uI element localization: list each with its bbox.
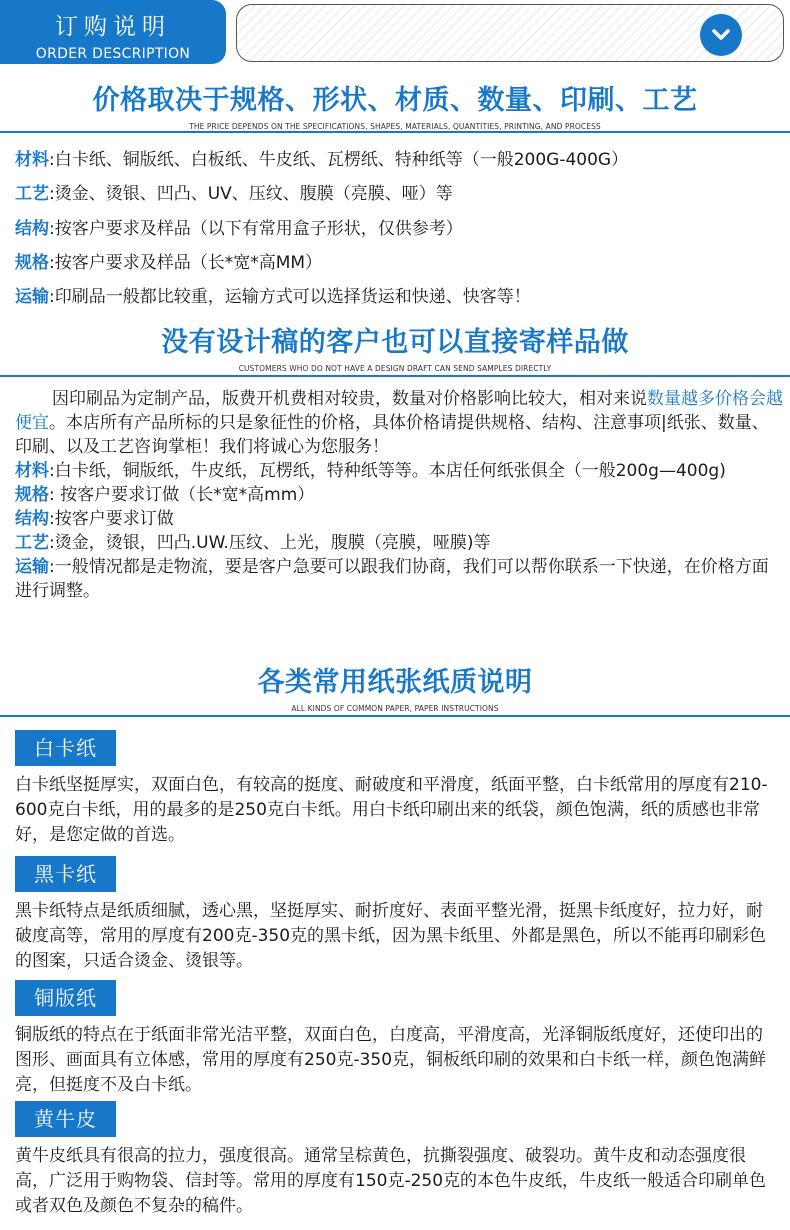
section3-title: 各类常用纸张纸质说明 (257, 667, 533, 698)
spec-label: 工艺 (15, 184, 49, 204)
detail-line-structure (15, 507, 783, 531)
spec-line-size (15, 253, 780, 273)
spec-text: :印刷品一般都比较重，运输方式可以选择货运和快递、快客等！ (49, 287, 531, 307)
paper-tag-black-card: 黑卡纸 (15, 856, 116, 892)
header-subtitle: ORDER DESCRIPTION (35, 46, 191, 62)
section2-subtitle: CUSTOMERS WHO DO NOT HAVE A DESIGN DRAFT CAN SEND SAMPLES DIRECTLY (238, 364, 552, 373)
section3-subtitle: ALL KINDS OF COMMON PAPER, PAPER INSTRUCTIONS (291, 704, 499, 713)
chevron-down-icon (711, 27, 731, 43)
spec-label: 规格 (15, 253, 49, 273)
spec-text: :白卡纸、铜版纸、白板纸、牛皮纸、瓦楞纸、特种纸等（一般200G-400G） (49, 150, 629, 170)
paper-desc-kraft: 黄牛皮纸具有很高的拉力，强度很高。通常呈棕黄色，抗撕裂强度、破裂功。黄牛皮和动态强度很高，广泛用于购物袋、信封等。常用的厚度有150克-250克的本色牛皮纸，牛皮纸一般适合印刷单色或者双色及颜色不复杂的稿件。 (15, 1146, 767, 1216)
spec-line-material (15, 150, 780, 170)
detail-label: 运输 (15, 557, 49, 577)
section3-divider (0, 715, 790, 717)
paper-tag-coated: 铜版纸 (15, 980, 116, 1016)
detail-label: 工艺 (15, 533, 49, 553)
detail-line-size (15, 483, 783, 507)
detail-text: :烫金，烫银，凹凸.UW.压纹、上光，腹膜（亮膜，哑膜)等 (49, 533, 491, 553)
header-tab (0, 0, 226, 64)
section1-subtitle: THE PRICE DEPENDS ON THE SPECIFICATIONS, SHAPES, MATERIALS, QUANTITIES, PRINTING, AND PROCESS (189, 122, 601, 131)
spec-text: :烫金、烫银、凹凸、UV、压纹、腹膜（亮膜、哑）等 (49, 184, 453, 204)
section2-title: 没有设计稿的客户也可以直接寄样品做 (161, 327, 629, 358)
spec-label: 运输 (15, 287, 49, 307)
spec-line-process (15, 184, 780, 204)
section2-heading (0, 320, 790, 373)
spec-text: :按客户要求及样品（长*宽*高MM） (49, 253, 323, 273)
header (0, 0, 790, 70)
detail-label: 规格 (15, 485, 49, 505)
detail-text: :一般情况都是走物流，要是客户急要可以跟我们协商，我们可以帮你联系一下快递，在价格方面进行调整。 (15, 557, 769, 601)
detail-text: :按客户要求订做 (49, 509, 174, 529)
section1-heading (0, 78, 790, 131)
paper-desc-white-card: 白卡纸坚挺厚实，双面白色，有较高的挺度、耐破度和平滑度，纸面平整，白卡纸常用的厚度有210-600克白卡纸，用的最多的是250克白卡纸。用白卡纸印刷出来的纸袋，颜色饱满，纸的质感也非常好，是您定做的首选。 (15, 775, 768, 845)
detail-label: 结构 (15, 509, 49, 529)
paper-desc-coated: 铜版纸的特点在于纸面非常光洁平整，双面白色，白度高，平滑度高，光泽铜版纸度好，还使印出的图形、画面具有立体感，常用的厚度有250克-350克，铜板纸印刷的效果和白卡纸一样，颜色饱满鲜亮，但挺度不及白卡纸。 (15, 1025, 767, 1095)
section3-heading (0, 660, 790, 713)
paper-desc-black-card: 黑卡纸特点是纸质细腻，透心黑，坚挺厚实、耐折度好、表面平整光滑，挺黑卡纸度好，拉力好，耐破度高等，常用的厚度有200克-350克的黑卡纸，因为黑卡纸里、外都是黑色，所以不能再印刷彩色的图案，只适合烫金、烫银等。 (15, 901, 767, 971)
spec-label: 材料 (15, 150, 49, 170)
paper-tag-white-card: 白卡纸 (15, 730, 116, 766)
paper-tag-kraft: 黄牛皮 (15, 1101, 116, 1137)
spec-label: 结构 (15, 219, 49, 239)
header-title: 订购说明 (55, 14, 171, 40)
spec-line-shipping (15, 287, 780, 307)
section2-body (15, 387, 783, 603)
section2-divider (0, 375, 790, 377)
detail-text: : 按客户要求订做（长*宽*高mm） (49, 485, 315, 505)
detail-text: :白卡纸，铜版纸，牛皮纸，瓦楞纸，特种纸等等。本店任何纸张俱全（一般200g—400g) (49, 461, 726, 481)
intro-text-b: 。本店所有产品所标的只是象征性的价格，具体价格请提供规格、结构、注意事项|纸张、数量、印刷、以及工艺咨询掌柜！我们将诚心为您服务！ (15, 413, 769, 457)
intro-text-a: 因印刷品为定制产品，版费开机费相对较贵，数量对价格影响比较大，相对来说 (52, 389, 647, 409)
detail-line-process (15, 531, 783, 555)
detail-label: 材料 (15, 461, 49, 481)
spec-text: :按客户要求及样品（以下有常用盒子形状，仅供参考） (49, 219, 463, 239)
detail-line-shipping (15, 555, 783, 603)
section1-title: 价格取决于规格、形状、材质、数量、印刷、工艺 (92, 85, 698, 116)
section1-divider (0, 131, 790, 133)
intro-paragraph (15, 387, 783, 459)
expand-button[interactable] (700, 14, 742, 56)
spec-line-structure (15, 219, 780, 239)
detail-line-material (15, 459, 783, 483)
intro-highlight: 数量越多价格会越便宜 (15, 389, 783, 433)
